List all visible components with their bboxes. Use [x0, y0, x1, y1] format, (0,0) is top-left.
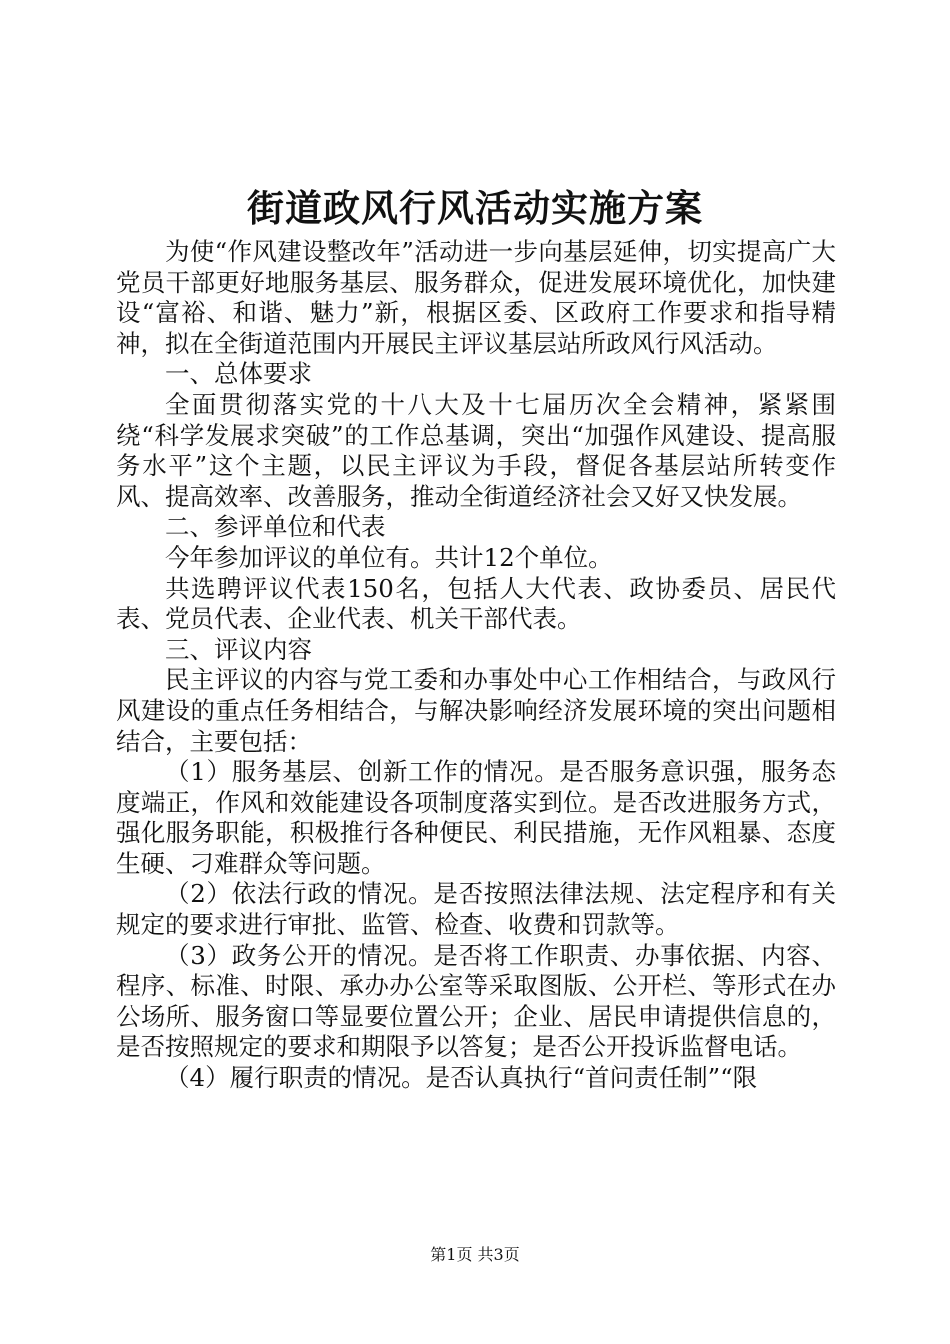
paragraph-item-2: （2）依法行政的情况。是否按照法律法规、法定程序和有关规定的要求进行审批、监管、检查、收费和罚款等。	[116, 879, 836, 940]
section-heading-1: 一、总体要求	[165, 359, 312, 389]
section-heading-3: 三、评议内容	[165, 634, 312, 664]
paragraph-general-requirements: 全面贯彻落实党的十八大及十七届历次全会精神，紧紧围绕“科学发展求突破”的工作总基调，突出“加强作风建设、提高服务水平”这个主题，以民主评议为手段，督促各基层站所转变作风、提高效率、改善服务，推动全街道经济社会又好又快发展。	[116, 389, 836, 511]
document-title: 街道政风行风活动实施方案	[247, 186, 703, 230]
document-body	[116, 237, 836, 1094]
paragraph-item-4: （4）履行职责的情况。是否认真执行“首问责任制”“限	[165, 1063, 758, 1093]
paragraph-item-3: （3）政务公开的情况。是否将工作职责、办事依据、内容、程序、标准、时限、承办办公室等采取图版、公开栏、等形式在办公场所、服务窗口等显要位置公开；企业、居民申请提供信息的，是否按照规定的要求和期限予以答复；是否公开投诉监督电话。	[116, 940, 836, 1062]
paragraph-item-1: （1）服务基层、创新工作的情况。是否服务意识强，服务态度端正，作风和效能建设各项制度落实到位。是否改进服务方式，强化服务职能，积极推行各种便民、利民措施，无作风粗暴、态度生硬、刁难群众等问题。	[116, 757, 836, 878]
page-number-footer: 第1页 共3页	[430, 1245, 520, 1264]
paragraph-units: 今年参加评议的单位有。共计12个单位。	[165, 542, 613, 572]
paragraph-intro: 为使“作风建设整改年”活动进一步向基层延伸，切实提高广大党员干部更好地服务基层、服务群众，促进发展环境优化，加快建设“富裕、和谐、魅力”新，根据区委、区政府工作要求和指导精神，拟在全街道范围内开展民主评议基层站所政风行风活动。	[116, 237, 836, 358]
paragraph-content-intro: 民主评议的内容与党工委和办事处中心工作相结合，与政风行风建设的重点任务相结合，与解决影响经济发展环境的突出问题相结合，主要包括：	[116, 665, 836, 756]
section-heading-2: 二、参评单位和代表	[165, 512, 386, 542]
paragraph-representatives: 共选聘评议代表150名，包括人大代表、政协委员、居民代表、党员代表、企业代表、机关干部代表。	[116, 573, 836, 634]
